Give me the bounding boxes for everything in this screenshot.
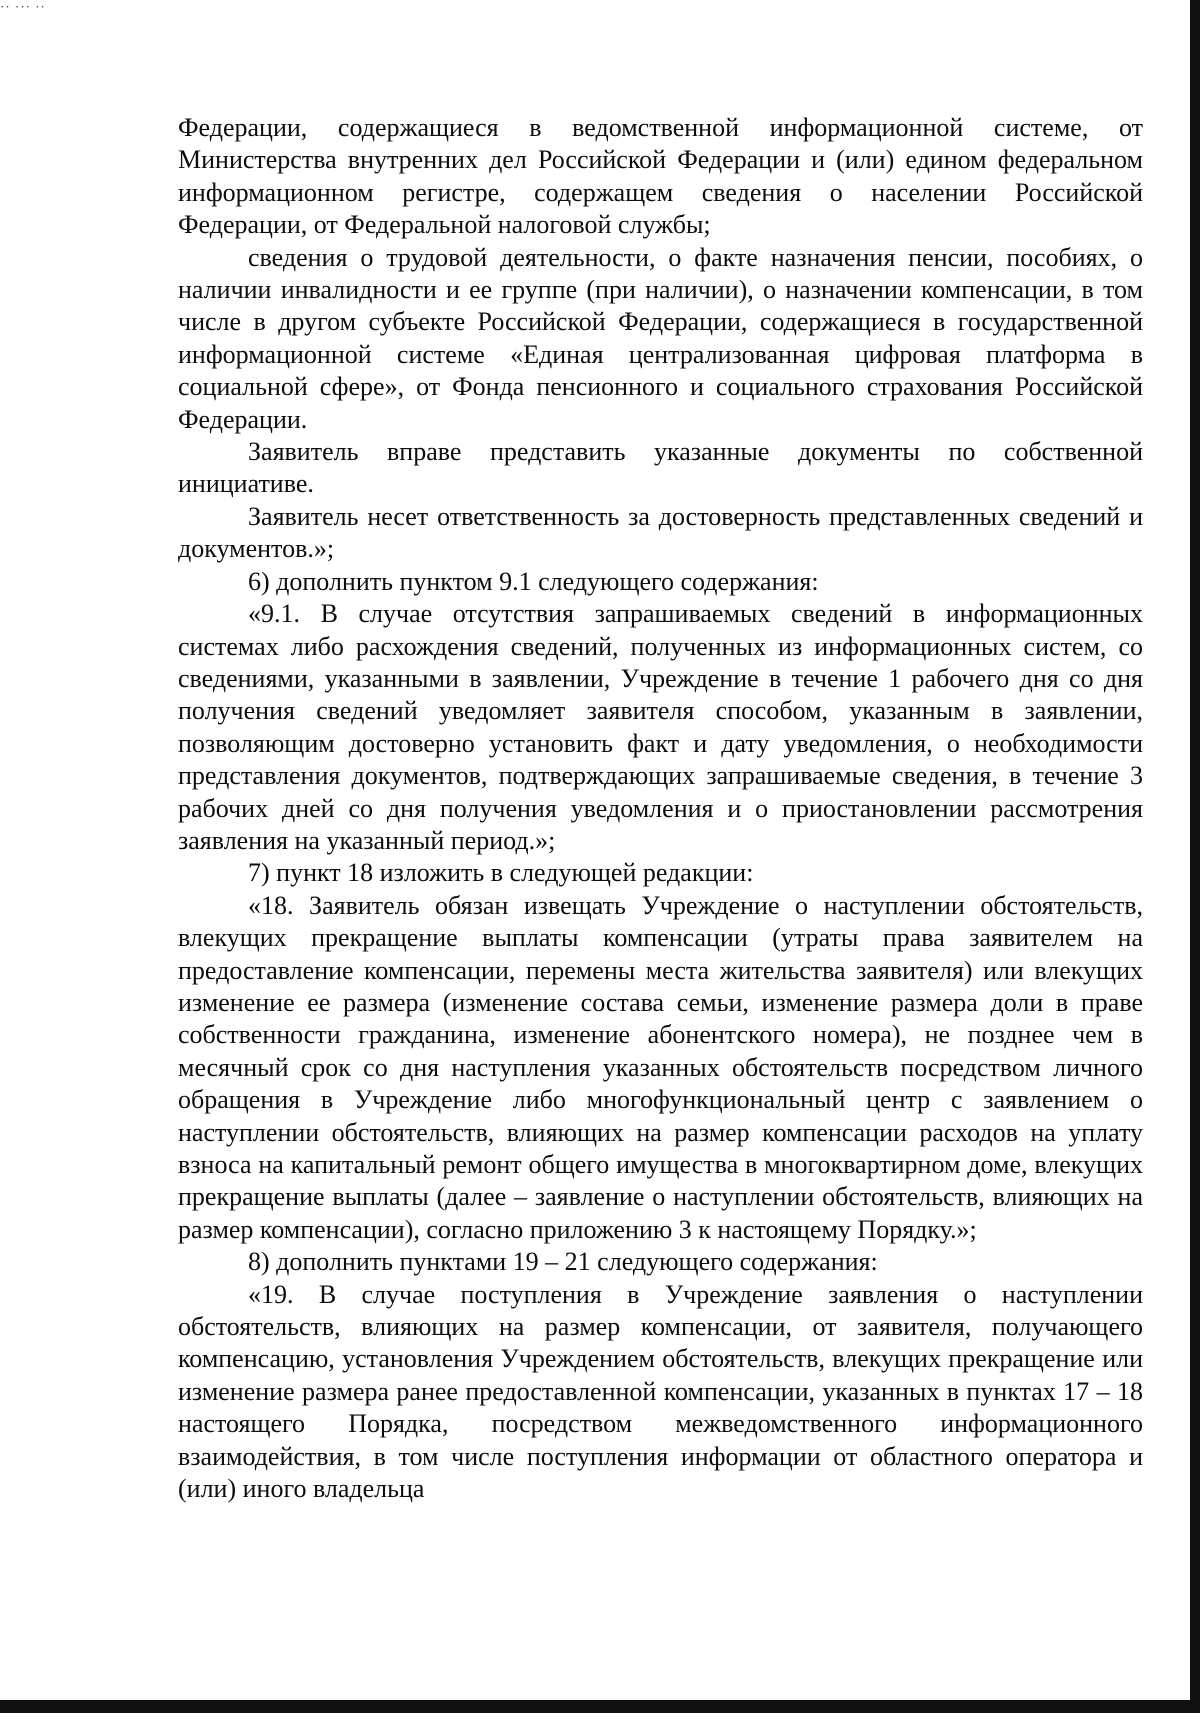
paragraph-applicant-right: Заявитель вправе представить указанные документы по собственной инициативе.: [178, 437, 1143, 499]
scan-corner-mark: ·· ··· ··: [0, 0, 46, 14]
paragraph-item-7: 7) пункт 18 изложить в следующей редакции:: [248, 858, 754, 888]
document-body: [178, 112, 1143, 1505]
paragraph-clause-9-1: «9.1. В случае отсутствия запрашиваемых сведений в информационных системах либо расхождения сведений, полученных из информационных систем, со сведениями, указанными в заявлении, Учреждение в течение 1 рабочего дня со дня получения сведений уведомляет заявителя способом, указанным в заявлении, позволяющим достоверно установить факт и дату уведомления, о необходимости представления документов, подтверждающих запрашиваемые сведения, в течение 3 рабочих дней со дня получения уведомления и о приостановлении рассмотрения заявления на указанный период.»;: [178, 599, 1143, 855]
paragraph-labor-info: сведения о трудовой деятельности, о факте назначения пенсии, пособиях, о наличии инвалидности и ее группе (при наличии), о назначении компенсации, в том числе в другом субъекте Российской Федерации, содержащиеся в государственной информационной системе «Единая централизованная цифровая платформа в социальной сфере», от Фонда пенсионного и социального страхования Российской Федерации.: [178, 242, 1143, 434]
paragraph-clause-18: «18. Заявитель обязан извещать Учреждение о наступлении обстоятельств, влекущих прекращение выплаты компенсации (утраты права заявителем на предоставление компенсации, перемены места жительства заявителя) или влекущих изменение ее размера (изменение состава семьи, изменение размера доли в праве собственности гражданина, изменение абонентского номера), не позднее чем в месячный срок со дня наступления указанных обстоятельств посредством личного обращения в Учреждение либо многофункциональный центр с заявлением о наступлении обстоятельств, влияющих на размер компенсации расходов на уплату взноса на капитальный ремонт общего имущества в многоквартирном доме, влекущих прекращение выплаты (далее – заявление о наступлении обстоятельств, влияющих на размер компенсации), согласно приложению 3 к настоящему Порядку.»;: [178, 890, 1143, 1244]
paragraph-item-6: 6) дополнить пунктом 9.1 следующего содержания:: [248, 566, 819, 596]
paragraph-applicant-responsibility: Заявитель несет ответственность за достоверность представленных сведений и документов.»;: [178, 501, 1143, 564]
paragraph-clause-19: «19. В случае поступления в Учреждение заявления о наступлении обстоятельств, влияющих на размер компенсации, от заявителя, получающего компенсацию, установления Учреждением обстоятельств, влекущих прекращение или изменение размера ранее предоставленной компенсации, указанных в пунктах 17 – 18 настоящего Порядка, посредством межведомственного информационного взаимодействия, в том числе поступления информации от областного оператора и (или) иного владельца: [178, 1279, 1143, 1504]
paragraph-item-8: 8) дополнить пунктами 19 – 21 следующего содержания:: [248, 1247, 878, 1277]
scan-bottom-border: [0, 1700, 1200, 1713]
scan-right-border: [1190, 0, 1200, 1713]
paragraph-continuation: Федерации, содержащиеся в ведомственной информационной системе, от Министерства внутренних дел Российской Федерации и (или) едином федеральном информационном регистре, содержащем сведения о населении Российской Федерации, от Федеральной налоговой службы;: [178, 113, 1143, 240]
